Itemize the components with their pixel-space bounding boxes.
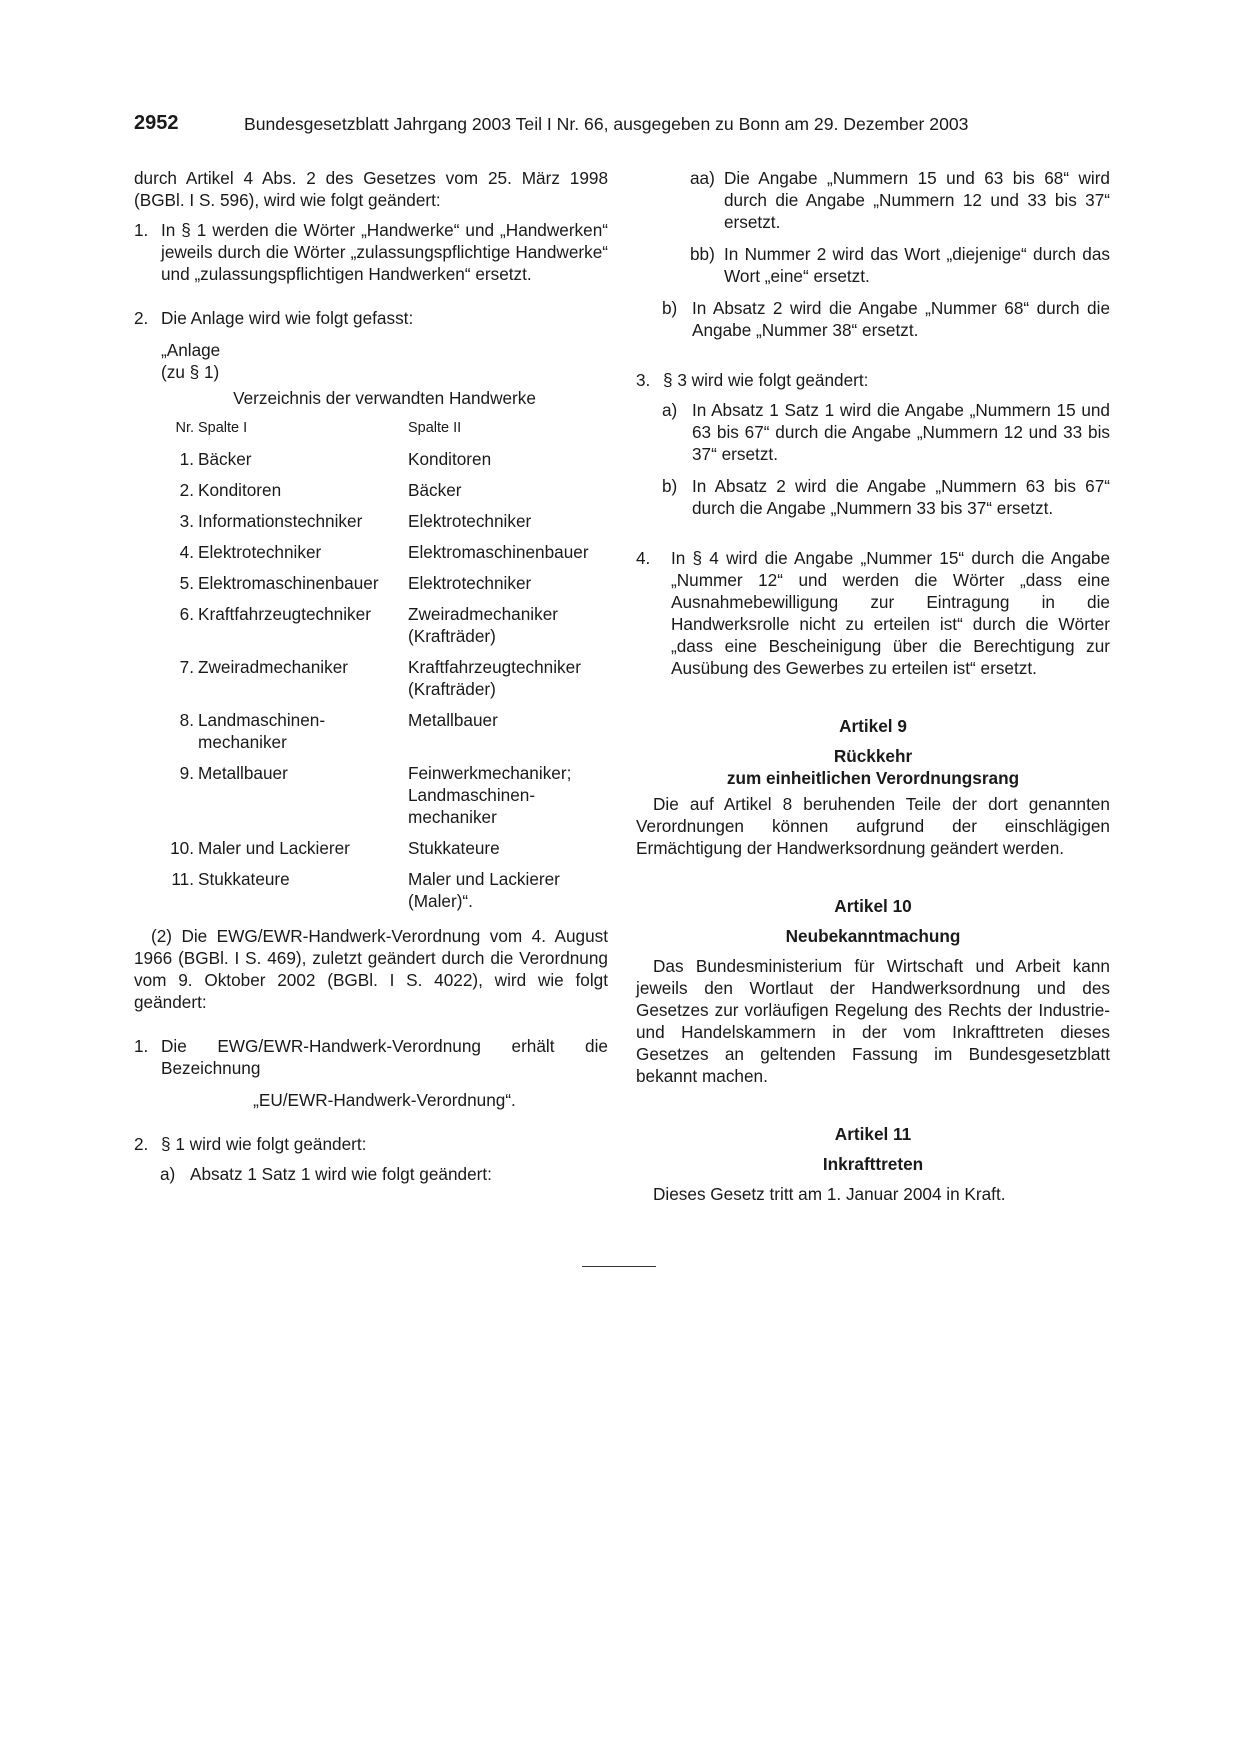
sub-sub-item (636, 167, 1110, 233)
article-11-text: Dieses Gesetz tritt am 1. Januar 2004 in Kraft. (653, 1184, 1006, 1204)
list-item (134, 1133, 608, 1155)
item-number: a) (160, 1164, 176, 1184)
sub-item (134, 1163, 608, 1185)
column-header-spalte-2: Spalte II (408, 420, 462, 436)
table-row (162, 572, 608, 603)
article-9-heading: Artikel 9 (839, 716, 907, 736)
item-text: In Absatz 2 wird die Angabe „Nummer 68“ durch die Angabe „Nummer 38“ ersetzt. (692, 298, 1110, 340)
row-number: 10. (170, 838, 194, 858)
spalte-2-cell: Metallbauer (408, 710, 498, 730)
item-text: In Absatz 2 wird die Angabe „Nummern 63 bis 67“ durch die Angabe „Nummern 33 bis 37“ ersetzt. (692, 476, 1110, 518)
sub-item (636, 475, 1110, 519)
item-text: Die Anlage wird wie folgt gefasst: (161, 308, 414, 328)
item-number: b) (662, 298, 678, 318)
intro-paragraph: durch Artikel 4 Abs. 2 des Gesetzes vom 25. März 1998 (BGBl. I S. 596), wird wie folgt geändert: (134, 168, 608, 210)
spalte-2-cell: Maler und Lackierer (Maler)“. (408, 869, 560, 911)
table-row (162, 837, 608, 868)
item-text: In Nummer 2 wird das Wort „diejenige“ durch das Wort „eine“ ersetzt. (724, 244, 1110, 286)
list-item (134, 307, 608, 329)
table-row (162, 541, 608, 572)
item-number: 2. (134, 308, 149, 328)
column-header-nr: Nr. (175, 420, 194, 436)
article-10-heading: Artikel 10 (834, 896, 912, 916)
spalte-1-cell: Zweiradmechaniker (198, 657, 348, 677)
sub-item (636, 399, 1110, 465)
spalte-2-cell: Bäcker (408, 480, 462, 500)
spalte-1-cell: Informationstechniker (198, 511, 363, 531)
item-text: § 3 wird wie folgt geändert: (663, 370, 869, 390)
spalte-2-cell: Stukkateure (408, 838, 500, 858)
spalte-1-cell: Kraftfahrzeugtechniker (198, 604, 371, 624)
article-10-title: Neubekanntmachung (785, 926, 961, 946)
sub-sub-item (636, 243, 1110, 287)
spalte-1-cell: Landmaschinen-mechaniker (198, 710, 326, 752)
row-number: 8. (179, 710, 194, 730)
page-header (134, 112, 1114, 138)
running-head: Bundesgesetzblatt Jahrgang 2003 Teil I Nr. 66, ausgegeben zu Bonn am 29. Dezember 2003 (244, 114, 969, 134)
item-number: b) (662, 476, 678, 496)
article-9-text: Die auf Artikel 8 beruhenden Teile der dort genannten Verordnungen können aufgrund der einschlägigen Ermächtigung der Handwerksordnung geändert werden. (636, 794, 1110, 858)
table-title: Verzeichnis der verwandten Handwerke (233, 388, 536, 408)
item-number: 4. (636, 548, 651, 568)
table-row (162, 479, 608, 510)
page-number: 2952 (134, 112, 179, 134)
item-text: In Absatz 1 Satz 1 wird die Angabe „Nummern 15 und 63 bis 67“ durch die Angabe „Nummern 12 und 33 bis 37“ ersetzt. (692, 400, 1110, 464)
row-number: 3. (179, 511, 194, 531)
table-row (162, 448, 608, 479)
spalte-1-cell: Maler und Lackierer (198, 838, 350, 858)
item-number: 2. (134, 1134, 149, 1154)
row-number: 4. (179, 542, 194, 562)
row-number: 1. (179, 449, 194, 469)
spalte-1-cell: Konditoren (198, 480, 282, 500)
spalte-1-cell: Metallbauer (198, 763, 288, 783)
new-designation: „EU/EWR-Handwerk-Verordnung“. (253, 1090, 516, 1110)
table-row (162, 656, 608, 709)
item-text: Absatz 1 Satz 1 wird wie folgt geändert: (190, 1164, 492, 1184)
item-number: a) (662, 400, 678, 420)
list-item (636, 547, 1110, 679)
handwerke-table (162, 417, 608, 921)
spalte-2-cell: Zweiradmechaniker (Krafträder) (408, 604, 558, 646)
table-row (162, 709, 608, 762)
sub-item (636, 297, 1110, 341)
item-number: aa) (690, 168, 715, 188)
table-row (162, 603, 608, 656)
table-row (162, 510, 608, 541)
right-column (636, 167, 1110, 1205)
article-10-text: Das Bundesministerium für Wirtschaft und Arbeit kann jeweils den Wortlaut der Handwerksordnung und des Gesetzes zur vorläufigen Regelung des Rechts der Industrie- und Handelskammern in der vom Inkrafttreten dieses Gesetzes an geltenden Fassung im Bundesgesetzblatt bekannt machen. (636, 956, 1110, 1086)
anlage-title: „Anlage (161, 340, 221, 360)
spalte-1-cell: Elektrotechniker (198, 542, 322, 562)
article-9-title-line-2: zum einheitlichen Verordnungsrang (726, 768, 1020, 788)
spalte-1-cell: Elektromaschinenbauer (198, 573, 379, 593)
spalte-2-cell: Konditoren (408, 449, 492, 469)
item-number: bb) (690, 244, 715, 264)
item-text: § 1 wird wie folgt geändert: (161, 1134, 367, 1154)
row-number: 5. (179, 573, 194, 593)
item-text: Die EWG/EWR-Handwerk-Verordnung erhält die Bezeichnung (161, 1036, 608, 1078)
item-text: In § 4 wird die Angabe „Nummer 15“ durch die Angabe „Nummer 12“ und werden die Wörter „dass eine Ausnahmebewilligung zur Eintragung in die Handwerksrolle nicht zu erteilen ist“ durch die Wörter „dass eine Bescheinigung über die Berechtigung zur Ausübung des Gewerbes zu erteilen ist“ ersetzt. (671, 548, 1110, 678)
table-row (162, 762, 608, 837)
spalte-2-cell: Elektrotechniker (408, 573, 532, 593)
article-11-heading: Artikel 11 (834, 1124, 912, 1144)
row-number: 2. (179, 480, 194, 500)
row-number: 7. (179, 657, 194, 677)
article-9-title-line-1: Rückkehr (833, 746, 913, 766)
item-number: 1. (134, 1036, 149, 1056)
row-number: 9. (179, 763, 194, 783)
row-number: 11. (171, 869, 194, 889)
end-rule (582, 1266, 656, 1267)
table-row (162, 868, 608, 921)
spalte-1-cell: Bäcker (198, 449, 252, 469)
absatz-2-paragraph: (2) Die EWG/EWR-Handwerk-Verordnung vom 4. August 1966 (BGBl. I S. 469), zuletzt geändert durch die Verordnung vom 9. Oktober 2002 (BGBl. I S. 4022), wird wie folgt geändert: (134, 926, 608, 1012)
article-11-title: Inkrafttreten (822, 1154, 924, 1174)
anlage-reference: (zu § 1) (161, 362, 220, 382)
item-text: Die Angabe „Nummern 15 und 63 bis 68“ wird durch die Angabe „Nummern 12 und 33 bis 37“ ersetzt. (724, 168, 1110, 232)
column-header-spalte-1: Spalte I (198, 420, 248, 436)
left-column (134, 167, 608, 1185)
spalte-2-cell: Kraftfahrzeugtechniker (Krafträder) (408, 657, 581, 699)
row-number: 6. (179, 604, 194, 624)
spalte-2-cell: Feinwerkmechaniker; Landmaschinen-mechaniker (408, 763, 572, 827)
item-text: In § 1 werden die Wörter „Handwerke“ und „Handwerken“ jeweils durch die Wörter „zulassungspflichtige Handwerke“ und „zulassungspflichtigen Handwerken“ ersetzt. (161, 220, 608, 284)
list-item (134, 1035, 608, 1079)
list-item (134, 219, 608, 285)
item-number: 3. (636, 370, 651, 390)
spalte-2-cell: Elektromaschinenbauer (408, 542, 589, 562)
item-number: 1. (134, 220, 149, 240)
list-item (636, 369, 1110, 391)
spalte-2-cell: Elektrotechniker (408, 511, 532, 531)
spalte-1-cell: Stukkateure (198, 869, 290, 889)
